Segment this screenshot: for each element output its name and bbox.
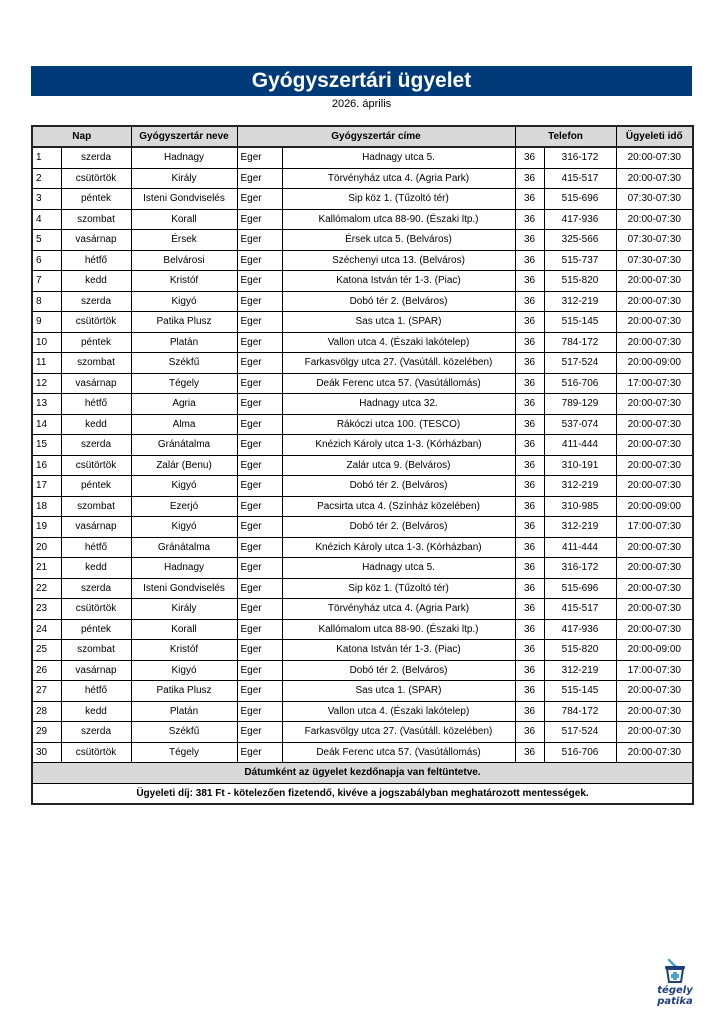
table-row <box>32 373 693 394</box>
row-number: 26 <box>32 660 61 681</box>
row-number: 14 <box>32 414 61 435</box>
day-name: hétfő <box>61 681 131 702</box>
table-row <box>32 742 693 763</box>
table-row <box>32 230 693 251</box>
pharmacy-name: Ezerjó <box>131 496 237 517</box>
duty-hours: 20:00-09:00 <box>616 353 693 374</box>
phone-number: 517-524 <box>544 353 616 374</box>
duty-schedule-table <box>31 125 694 805</box>
col-header-address: Gyógyszertár címe <box>237 126 515 147</box>
pharmacy-address: Vallon utca 4. (Északi lakótelep) <box>282 332 515 353</box>
table-row <box>32 394 693 415</box>
area-code: 36 <box>515 537 544 558</box>
city: Eger <box>237 599 282 620</box>
table-row <box>32 619 693 640</box>
table-row <box>32 168 693 189</box>
phone-number: 417-936 <box>544 209 616 230</box>
phone-number: 316-172 <box>544 558 616 579</box>
table-row <box>32 147 693 168</box>
table-row <box>32 332 693 353</box>
pharmacy-name: Tégely <box>131 373 237 394</box>
duty-hours: 07:30-07:30 <box>616 189 693 210</box>
area-code: 36 <box>515 681 544 702</box>
area-code: 36 <box>515 353 544 374</box>
city: Eger <box>237 496 282 517</box>
day-name: szerda <box>61 435 131 456</box>
pharmacy-address: Sas utca 1. (SPAR) <box>282 681 515 702</box>
tegely-patika-logo <box>640 958 710 1007</box>
pharmacy-name: Gránátalma <box>131 435 237 456</box>
area-code: 36 <box>515 291 544 312</box>
table-row <box>32 558 693 579</box>
pharmacy-address: Törvényház utca 4. (Agria Park) <box>282 168 515 189</box>
pharmacy-name: Isteni Gondviselés <box>131 578 237 599</box>
duty-hours: 20:00-07:30 <box>616 312 693 333</box>
table-row <box>32 517 693 538</box>
duty-hours: 20:00-07:30 <box>616 742 693 763</box>
pharmacy-name: Kristóf <box>131 640 237 661</box>
table-row <box>32 599 693 620</box>
row-number: 17 <box>32 476 61 497</box>
day-name: szerda <box>61 578 131 599</box>
area-code: 36 <box>515 394 544 415</box>
duty-hours: 20:00-09:00 <box>616 496 693 517</box>
pharmacy-address: Knézich Károly utca 1-3. (Kórházban) <box>282 537 515 558</box>
note-row <box>32 763 693 784</box>
table-row <box>32 291 693 312</box>
phone-number: 516-706 <box>544 742 616 763</box>
row-number: 15 <box>32 435 61 456</box>
table-row <box>32 578 693 599</box>
phone-number: 515-737 <box>544 250 616 271</box>
row-number: 5 <box>32 230 61 251</box>
day-name: csütörtök <box>61 312 131 333</box>
area-code: 36 <box>515 189 544 210</box>
area-code: 36 <box>515 476 544 497</box>
day-name: szerda <box>61 722 131 743</box>
pharmacy-name: Kigyó <box>131 517 237 538</box>
day-name: szerda <box>61 291 131 312</box>
phone-number: 417-936 <box>544 619 616 640</box>
day-name: szombat <box>61 496 131 517</box>
city: Eger <box>237 619 282 640</box>
pharmacy-jar-icon <box>661 958 689 984</box>
duty-hours: 20:00-07:30 <box>616 271 693 292</box>
phone-number: 515-820 <box>544 271 616 292</box>
area-code: 36 <box>515 332 544 353</box>
city: Eger <box>237 517 282 538</box>
pharmacy-name: Székfű <box>131 353 237 374</box>
row-number: 9 <box>32 312 61 333</box>
pharmacy-name: Király <box>131 599 237 620</box>
area-code: 36 <box>515 619 544 640</box>
area-code: 36 <box>515 722 544 743</box>
pharmacy-name: Kigyó <box>131 476 237 497</box>
phone-number: 310-985 <box>544 496 616 517</box>
area-code: 36 <box>515 209 544 230</box>
area-code: 36 <box>515 496 544 517</box>
phone-number: 515-696 <box>544 189 616 210</box>
row-number: 28 <box>32 701 61 722</box>
pharmacy-address: Farkasvölgy utca 27. (Vasútáll. közelében) <box>282 353 515 374</box>
row-number: 3 <box>32 189 61 210</box>
pharmacy-address: Dobó tér 2. (Belváros) <box>282 660 515 681</box>
day-name: szombat <box>61 640 131 661</box>
fee-row <box>32 783 693 804</box>
phone-number: 411-444 <box>544 537 616 558</box>
row-number: 8 <box>32 291 61 312</box>
pharmacy-name: Patika Plusz <box>131 312 237 333</box>
area-code: 36 <box>515 640 544 661</box>
area-code: 36 <box>515 599 544 620</box>
city: Eger <box>237 291 282 312</box>
day-name: vasárnap <box>61 660 131 681</box>
pharmacy-address: Dobó tér 2. (Belváros) <box>282 291 515 312</box>
row-number: 18 <box>32 496 61 517</box>
city: Eger <box>237 660 282 681</box>
pharmacy-address: Hadnagy utca 5. <box>282 147 515 168</box>
city: Eger <box>237 681 282 702</box>
phone-number: 515-145 <box>544 312 616 333</box>
row-number: 4 <box>32 209 61 230</box>
pharmacy-address: Dobó tér 2. (Belváros) <box>282 517 515 538</box>
city: Eger <box>237 435 282 456</box>
city: Eger <box>237 271 282 292</box>
table-row <box>32 435 693 456</box>
area-code: 36 <box>515 271 544 292</box>
city: Eger <box>237 558 282 579</box>
fee-note: Ügyeleti díj: 381 Ft - kötelezően fizetendő, kivéve a jogszabályban meghatározott mentességek. <box>32 783 693 804</box>
area-code: 36 <box>515 578 544 599</box>
table-row <box>32 681 693 702</box>
area-code: 36 <box>515 147 544 168</box>
table-row <box>32 189 693 210</box>
duty-hours: 20:00-07:30 <box>616 722 693 743</box>
duty-hours: 17:00-07:30 <box>616 373 693 394</box>
pharmacy-name: Kristóf <box>131 271 237 292</box>
area-code: 36 <box>515 230 544 251</box>
pharmacy-address: Rákóczi utca 100. (TESCO) <box>282 414 515 435</box>
row-number: 21 <box>32 558 61 579</box>
phone-number: 517-524 <box>544 722 616 743</box>
city: Eger <box>237 722 282 743</box>
area-code: 36 <box>515 168 544 189</box>
phone-number: 789-129 <box>544 394 616 415</box>
pharmacy-address: Hadnagy utca 5. <box>282 558 515 579</box>
pharmacy-address: Széchenyi utca 13. (Belváros) <box>282 250 515 271</box>
duty-hours: 20:00-07:30 <box>616 476 693 497</box>
day-name: péntek <box>61 332 131 353</box>
day-name: kedd <box>61 271 131 292</box>
pharmacy-name: Székfű <box>131 722 237 743</box>
day-name: vasárnap <box>61 373 131 394</box>
duty-hours: 20:00-09:00 <box>616 640 693 661</box>
city: Eger <box>237 168 282 189</box>
table-row <box>32 353 693 374</box>
day-name: szerda <box>61 147 131 168</box>
table-row <box>32 640 693 661</box>
city: Eger <box>237 312 282 333</box>
city: Eger <box>237 455 282 476</box>
pharmacy-name: Király <box>131 168 237 189</box>
pharmacy-name: Hadnagy <box>131 558 237 579</box>
duty-hours: 20:00-07:30 <box>616 332 693 353</box>
pharmacy-name: Belvárosi <box>131 250 237 271</box>
pharmacy-name: Platán <box>131 332 237 353</box>
city: Eger <box>237 147 282 168</box>
day-name: kedd <box>61 558 131 579</box>
duty-hours: 17:00-07:30 <box>616 517 693 538</box>
pharmacy-address: Dobó tér 2. (Belváros) <box>282 476 515 497</box>
area-code: 36 <box>515 435 544 456</box>
pharmacy-name: Hadnagy <box>131 147 237 168</box>
table-row <box>32 250 693 271</box>
phone-number: 312-219 <box>544 291 616 312</box>
duty-hours: 20:00-07:30 <box>616 701 693 722</box>
pharmacy-address: Kallómalom utca 88-90. (Északi ltp.) <box>282 619 515 640</box>
day-name: péntek <box>61 189 131 210</box>
area-code: 36 <box>515 742 544 763</box>
duty-hours: 20:00-07:30 <box>616 599 693 620</box>
area-code: 36 <box>515 455 544 476</box>
pharmacy-name: Isteni Gondviselés <box>131 189 237 210</box>
phone-number: 312-219 <box>544 517 616 538</box>
pharmacy-name: Gránátalma <box>131 537 237 558</box>
city: Eger <box>237 537 282 558</box>
city: Eger <box>237 701 282 722</box>
area-code: 36 <box>515 558 544 579</box>
pharmacy-name: Érsek <box>131 230 237 251</box>
row-number: 7 <box>32 271 61 292</box>
day-name: szombat <box>61 353 131 374</box>
duty-hours: 20:00-07:30 <box>616 209 693 230</box>
phone-number: 312-219 <box>544 660 616 681</box>
day-name: csütörtök <box>61 742 131 763</box>
pharmacy-address: Sas utca 1. (SPAR) <box>282 312 515 333</box>
area-code: 36 <box>515 660 544 681</box>
city: Eger <box>237 250 282 271</box>
duty-hours: 20:00-07:30 <box>616 578 693 599</box>
phone-number: 415-517 <box>544 599 616 620</box>
city: Eger <box>237 476 282 497</box>
table-row <box>32 476 693 497</box>
row-number: 22 <box>32 578 61 599</box>
table-row <box>32 496 693 517</box>
area-code: 36 <box>515 517 544 538</box>
day-name: hétfő <box>61 394 131 415</box>
row-number: 23 <box>32 599 61 620</box>
phone-number: 537-074 <box>544 414 616 435</box>
row-number: 12 <box>32 373 61 394</box>
day-name: vasárnap <box>61 517 131 538</box>
city: Eger <box>237 353 282 374</box>
pharmacy-address: Deák Ferenc utca 57. (Vasútállomás) <box>282 373 515 394</box>
phone-number: 411-444 <box>544 435 616 456</box>
col-header-name: Gyógyszertár neve <box>131 126 237 147</box>
row-number: 10 <box>32 332 61 353</box>
pharmacy-address: Farkasvölgy utca 27. (Vasútáll. közelében) <box>282 722 515 743</box>
month-subtitle: 2026. április <box>331 98 392 110</box>
table-row <box>32 660 693 681</box>
duty-hours: 20:00-07:30 <box>616 681 693 702</box>
pharmacy-name: Patika Plusz <box>131 681 237 702</box>
pharmacy-address: Sip köz 1. (Tűzoltó tér) <box>282 578 515 599</box>
area-code: 36 <box>515 414 544 435</box>
city: Eger <box>237 578 282 599</box>
duty-hours: 07:30-07:30 <box>616 230 693 251</box>
pharmacy-address: Kallómalom utca 88-90. (Északi ltp.) <box>282 209 515 230</box>
pharmacy-address: Deák Ferenc utca 57. (Vasútállomás) <box>282 742 515 763</box>
phone-number: 316-172 <box>544 147 616 168</box>
duty-hours: 20:00-07:30 <box>616 558 693 579</box>
duty-hours: 20:00-07:30 <box>616 168 693 189</box>
pharmacy-name: Kigyó <box>131 660 237 681</box>
phone-number: 310-191 <box>544 455 616 476</box>
pharmacy-address: Hadnagy utca 32. <box>282 394 515 415</box>
day-name: péntek <box>61 619 131 640</box>
duty-hours: 20:00-07:30 <box>616 619 693 640</box>
duty-hours: 20:00-07:30 <box>616 291 693 312</box>
city: Eger <box>237 414 282 435</box>
pharmacy-address: Vallon utca 4. (Északi lakótelep) <box>282 701 515 722</box>
row-number: 6 <box>32 250 61 271</box>
row-number: 16 <box>32 455 61 476</box>
day-name: csütörtök <box>61 168 131 189</box>
row-number: 29 <box>32 722 61 743</box>
day-name: hétfő <box>61 250 131 271</box>
day-name: kedd <box>61 414 131 435</box>
area-code: 36 <box>515 701 544 722</box>
day-name: péntek <box>61 476 131 497</box>
duty-hours: 20:00-07:30 <box>616 537 693 558</box>
phone-number: 515-696 <box>544 578 616 599</box>
duty-hours: 20:00-07:30 <box>616 414 693 435</box>
day-name: szombat <box>61 209 131 230</box>
table-row <box>32 722 693 743</box>
row-number: 25 <box>32 640 61 661</box>
table-row <box>32 455 693 476</box>
page-title: Gyógyszertári ügyelet <box>31 66 692 96</box>
pharmacy-address: Knézich Károly utca 1-3. (Kórházban) <box>282 435 515 456</box>
phone-number: 312-219 <box>544 476 616 497</box>
row-number: 19 <box>32 517 61 538</box>
city: Eger <box>237 640 282 661</box>
table-row <box>32 414 693 435</box>
pharmacy-address: Katona István tér 1-3. (Piac) <box>282 271 515 292</box>
city: Eger <box>237 742 282 763</box>
phone-number: 325-566 <box>544 230 616 251</box>
table-row <box>32 312 693 333</box>
table-row <box>32 271 693 292</box>
col-header-phone: Telefon <box>515 126 616 147</box>
day-name: vasárnap <box>61 230 131 251</box>
city: Eger <box>237 209 282 230</box>
day-name: csütörtök <box>61 599 131 620</box>
day-name: csütörtök <box>61 455 131 476</box>
date-note: Dátumként az ügyelet kezdőnapja van feltüntetve. <box>32 763 693 784</box>
city: Eger <box>237 230 282 251</box>
duty-hours: 17:00-07:30 <box>616 660 693 681</box>
duty-hours: 20:00-07:30 <box>616 435 693 456</box>
table-row <box>32 537 693 558</box>
pharmacy-name: Agria <box>131 394 237 415</box>
pharmacy-address: Érsek utca 5. (Belváros) <box>282 230 515 251</box>
city: Eger <box>237 373 282 394</box>
pharmacy-name: Korall <box>131 619 237 640</box>
row-number: 27 <box>32 681 61 702</box>
phone-number: 784-172 <box>544 701 616 722</box>
phone-number: 515-145 <box>544 681 616 702</box>
day-name: kedd <box>61 701 131 722</box>
area-code: 36 <box>515 373 544 394</box>
table-row <box>32 701 693 722</box>
duty-hours: 20:00-07:30 <box>616 455 693 476</box>
row-number: 1 <box>32 147 61 168</box>
row-number: 13 <box>32 394 61 415</box>
row-number: 30 <box>32 742 61 763</box>
row-number: 20 <box>32 537 61 558</box>
pharmacy-name: Kigyó <box>131 291 237 312</box>
phone-number: 415-517 <box>544 168 616 189</box>
phone-number: 516-706 <box>544 373 616 394</box>
city: Eger <box>237 394 282 415</box>
pharmacy-name: Alma <box>131 414 237 435</box>
duty-hours: 20:00-07:30 <box>616 147 693 168</box>
pharmacy-address: Törvényház utca 4. (Agria Park) <box>282 599 515 620</box>
pharmacy-name: Tégely <box>131 742 237 763</box>
table-header-row <box>32 126 693 147</box>
pharmacy-address: Sip köz 1. (Tűzoltó tér) <box>282 189 515 210</box>
pharmacy-name: Korall <box>131 209 237 230</box>
city: Eger <box>237 332 282 353</box>
pharmacy-name: Platán <box>131 701 237 722</box>
pharmacy-address: Zalár utca 9. (Belváros) <box>282 455 515 476</box>
pharmacy-name: Zalár (Benu) <box>131 455 237 476</box>
day-name: hétfő <box>61 537 131 558</box>
col-header-hours: Ügyeleti idő <box>616 126 693 147</box>
row-number: 11 <box>32 353 61 374</box>
city: Eger <box>237 189 282 210</box>
area-code: 36 <box>515 312 544 333</box>
row-number: 24 <box>32 619 61 640</box>
table-row <box>32 209 693 230</box>
pharmacy-address: Pacsirta utca 4. (Színház közelében) <box>282 496 515 517</box>
phone-number: 784-172 <box>544 332 616 353</box>
logo-text: tégely patika <box>657 985 693 1007</box>
duty-hours: 20:00-07:30 <box>616 394 693 415</box>
row-number: 2 <box>32 168 61 189</box>
phone-number: 515-820 <box>544 640 616 661</box>
duty-hours: 07:30-07:30 <box>616 250 693 271</box>
pharmacy-address: Katona István tér 1-3. (Piac) <box>282 640 515 661</box>
col-header-day: Nap <box>32 126 131 147</box>
area-code: 36 <box>515 250 544 271</box>
